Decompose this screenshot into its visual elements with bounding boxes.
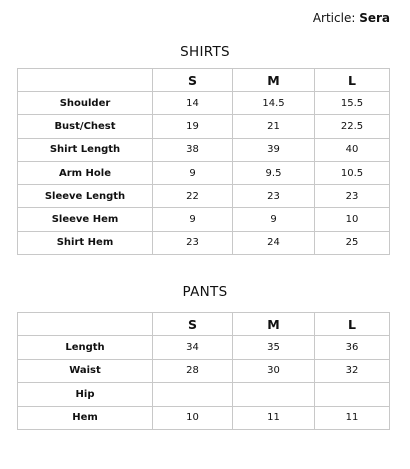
table-row xyxy=(18,406,390,430)
shirts-header-row xyxy=(18,69,390,92)
cell-l: 40 xyxy=(315,138,390,161)
pants-header-row xyxy=(18,313,390,336)
cell-m: 14.5 xyxy=(233,92,315,115)
row-label: Waist xyxy=(18,359,153,383)
cell-m: 23 xyxy=(233,185,315,208)
table-row xyxy=(18,336,390,360)
table-row xyxy=(18,231,390,254)
cell-s: 9 xyxy=(153,208,233,231)
table-row xyxy=(18,115,390,138)
header-corner-cell xyxy=(18,313,153,336)
size-header-s: S xyxy=(153,313,233,336)
cell-l: 25 xyxy=(315,231,390,254)
cell-l: 15.5 xyxy=(315,92,390,115)
cell-s: 38 xyxy=(153,138,233,161)
row-label: Shirt Hem xyxy=(18,231,153,254)
cell-m xyxy=(233,383,315,407)
row-label: Hem xyxy=(18,406,153,430)
table-row xyxy=(18,138,390,161)
row-label: Hip xyxy=(18,383,153,407)
cell-s: 28 xyxy=(153,359,233,383)
article-line xyxy=(313,11,390,25)
table-row xyxy=(18,185,390,208)
shirts-size-table xyxy=(17,68,390,255)
cell-s: 10 xyxy=(153,406,233,430)
cell-s: 14 xyxy=(153,92,233,115)
cell-m: 30 xyxy=(233,359,315,383)
row-label: Bust/Chest xyxy=(18,115,153,138)
pants-size-table xyxy=(17,312,390,430)
cell-s xyxy=(153,383,233,407)
size-header-m: M xyxy=(233,313,315,336)
article-name: Sera xyxy=(359,11,390,25)
cell-m: 39 xyxy=(233,138,315,161)
row-label: Sleeve Hem xyxy=(18,208,153,231)
table-row xyxy=(18,383,390,407)
table-row xyxy=(18,92,390,115)
cell-s: 9 xyxy=(153,161,233,184)
size-header-l: L xyxy=(315,313,390,336)
pants-title: PANTS xyxy=(182,284,228,300)
cell-l: 10.5 xyxy=(315,161,390,184)
size-header-m: M xyxy=(233,69,315,92)
header-corner-cell xyxy=(18,69,153,92)
cell-l: 36 xyxy=(315,336,390,360)
cell-s: 22 xyxy=(153,185,233,208)
cell-m: 35 xyxy=(233,336,315,360)
cell-s: 23 xyxy=(153,231,233,254)
size-header-s: S xyxy=(153,69,233,92)
table-row xyxy=(18,161,390,184)
row-label: Shirt Length xyxy=(18,138,153,161)
article-label: Article: xyxy=(312,11,356,25)
cell-m: 9 xyxy=(233,208,315,231)
cell-s: 34 xyxy=(153,336,233,360)
cell-l: 10 xyxy=(315,208,390,231)
row-label: Sleeve Length xyxy=(18,185,153,208)
row-label: Length xyxy=(18,336,153,360)
cell-l: 11 xyxy=(315,406,390,430)
row-label: Arm Hole xyxy=(18,161,153,184)
cell-m: 21 xyxy=(233,115,315,138)
table-row xyxy=(18,359,390,383)
cell-s: 19 xyxy=(153,115,233,138)
cell-l: 32 xyxy=(315,359,390,383)
cell-m: 24 xyxy=(233,231,315,254)
cell-m: 11 xyxy=(233,406,315,430)
cell-l: 22.5 xyxy=(315,115,390,138)
size-header-l: L xyxy=(315,69,390,92)
row-label: Shoulder xyxy=(18,92,153,115)
table-row xyxy=(18,208,390,231)
shirts-title: SHIRTS xyxy=(180,44,230,60)
cell-l: 23 xyxy=(315,185,390,208)
cell-m: 9.5 xyxy=(233,161,315,184)
cell-l xyxy=(315,383,390,407)
